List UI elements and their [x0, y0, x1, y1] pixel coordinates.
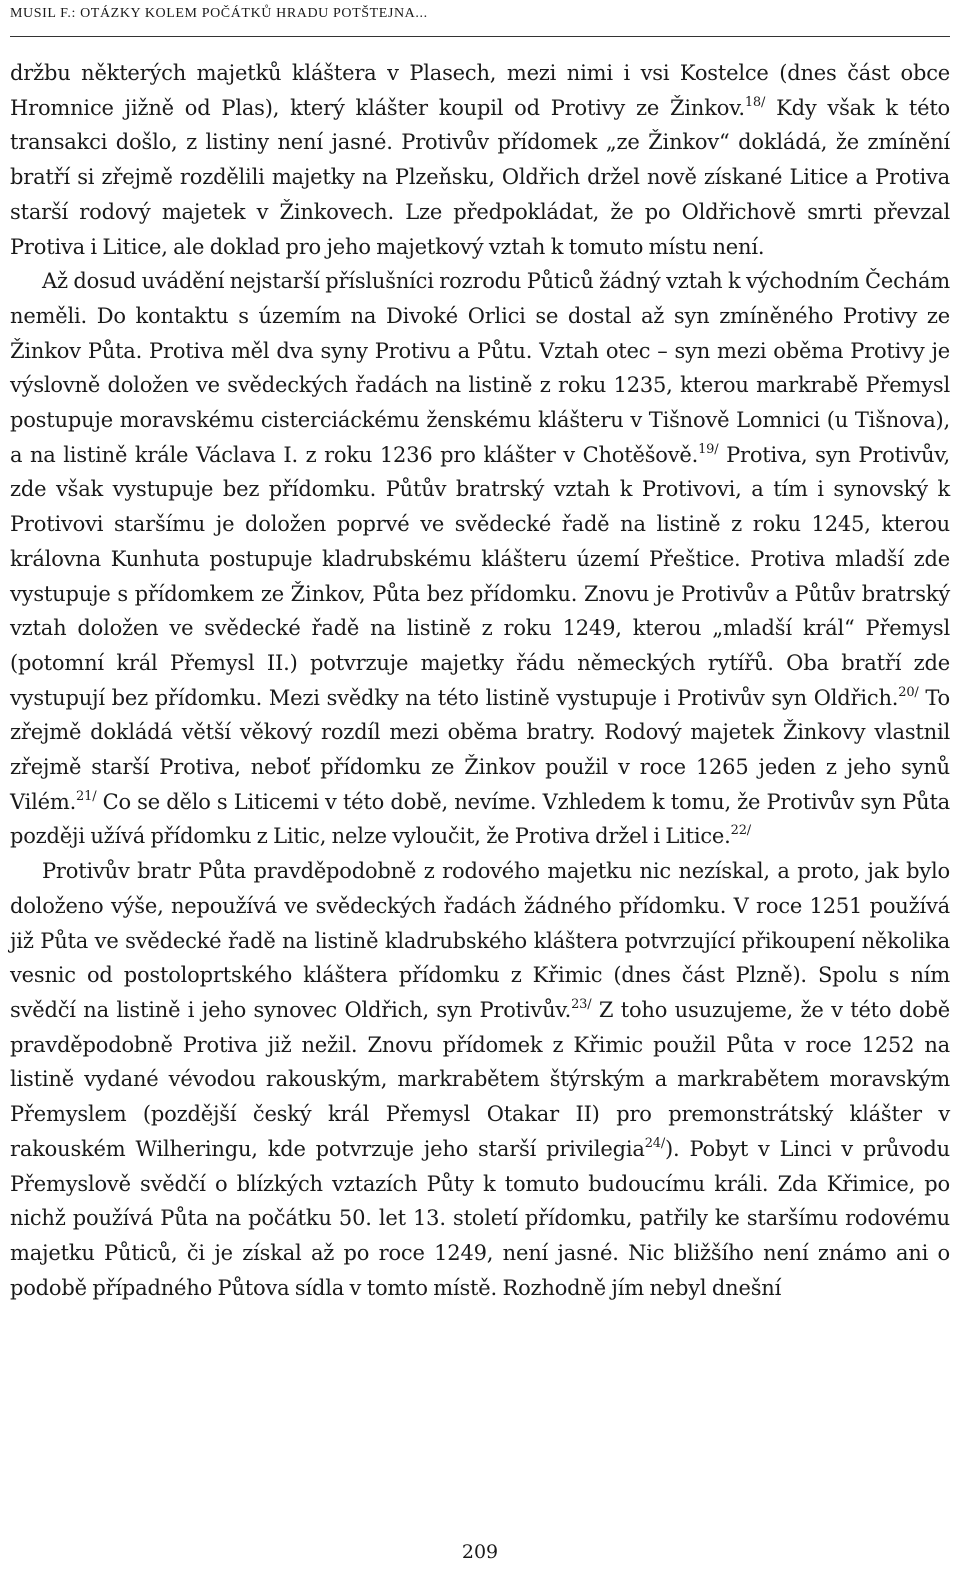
- footnote-ref: 19/: [698, 441, 719, 457]
- text-run: ). Pobyt v Linci v průvodu Přemyslově svědčí o blízkých vztazích Půty k tomuto budoucímu králi. Zda Křimice, po nichž používá Půta na počátku 50. let 13. století přídomku, patřily ke staršímu rodovému majetku Půticů, či je získal až po roce 1249, není jasné. Nic bližšího není známo ani o podobě případného Půtova sídla v tomto místě. Rozhodně jím nebyl dnešní: [10, 1136, 951, 1300]
- body-text: [10, 56, 950, 1305]
- footnote-ref: 22/: [730, 823, 751, 839]
- footnote-ref: 21/: [76, 788, 97, 804]
- text-run: To zřejmě dokládá větší věkový rozdíl mezi oběma bratry. Rodový majetek Žinkovy vlastnil zřejmě starší Protiva, neboť přídomku ze Žinkov použil v roce 1265 jeden z jeho synů Vilém.: [10, 685, 950, 814]
- text-run: držbu některých majetků kláštera v Plasech, mezi nimi i vsi Kostelce (dnes část obce Hromnice jižně od Plas), který klášter koupil od Protivy ze Žinkov.: [10, 61, 950, 120]
- text-run: Kdy však k této transakci došlo, z listiny není jasné. Protivův přídomek „ze Žinkov“ dokládá, že zmínění bratří si zřejmě rozdělili majetky na Plzeňsku, Oldřich držel nově získané Litice a Protiva starší rodový majetek v Žinkovech. Lze předpokládat, že po Oldřichově smrti převzal Protiva i Litice, ale doklad pro jeho majetkový vztah k tomuto místu není.: [10, 95, 950, 259]
- header-rule: [10, 36, 950, 37]
- text-run: Protivův bratr Půta pravděpodobně z rodového majetku nic nezískal, a proto, jak bylo doloženo výše, nepoužívá ve svědeckých řadách žádného přídomku. V roce 1251 používá již Půta ve svědecké řadě na listině kladrubského kláštera potvrzující přikoupení několika vesnic od postoloprtského kláštera přídomku z Křimic (dnes část Plzně). Spolu s ním svědčí na listině i jeho synovec Oldřich, syn Protivův.: [10, 859, 950, 1022]
- footnote-ref: 23/: [571, 996, 592, 1012]
- page-number: 209: [461, 1541, 499, 1563]
- footnote-ref: 18/: [744, 94, 766, 110]
- text-run: Z toho usuzujeme, že v této době pravděpodobně Protiva již nežil. Znovu přídomek z Křimic použil Půta v roce 1252 na listině vydané vévodou rakouským, markrabětem štýrským a markrabětem moravským Přemyslem (pozdější český král Přemysl Otakar II) pro premonstrátský klášter v rakouském Wilheringu, kde potvrzuje jeho starší privilegia: [10, 997, 950, 1161]
- running-header: MUSIL F.: OTÁZKY KOLEM POČÁTKŮ HRADU POTŠTEJNA...: [10, 6, 428, 21]
- paragraph: [10, 854, 950, 1305]
- paragraph: [10, 264, 950, 854]
- text-run: Protiva, syn Protivův, zde však vystupuje bez přídomku. Půtův bratrský vztah k Protivovi, a tím i synovský k Protivovi staršímu je doložen poprvé ve svědecké řadě na listině z roku 1245, kterou královna Kunhuta postupuje kladrubskému klášteru území Přeštice. Protiva mladší zde vystupuje s přídomkem ze Žinkov, Půta bez přídomku. Znovu je Protivův a Půtův bratrský vztah doložen ve svědecké řadě na listině z roku 1249, kterou „mladší král“ Přemysl (potomní král Přemysl II.) potvrzuje majetky řádu německých rytířů. Oba bratří zde vystupují bez přídomku. Mezi svědky na této listině vystupuje i Protivův syn Oldřich.: [10, 442, 950, 710]
- footnote-ref: 20/: [898, 684, 919, 700]
- text-run: Co se dělo s Liticemi v této době, nevíme. Vzhledem k tomu, že Protivův syn Půta později užívá přídomku z Litic, nelze vyloučit, že Protiva držel i Litice.: [10, 789, 950, 849]
- paragraph: [10, 56, 950, 264]
- footnote-ref: 24/: [644, 1135, 666, 1151]
- text-run: Až dosud uvádění nejstarší příslušníci rozrodu Půticů žádný vztah k východním Čechám neměli. Do kontaktu s územím na Divoké Orlici se dostal až syn zmíněného Protivy ze Žinkov Půta. Protiva měl dva syny Protivu a Půtu. Vztah otec – syn mezi oběma Protivy je výslovně doložen ve svědeckých řadách na listině z roku 1235, kterou markrabě Přemysl postupuje moravskému cisterciáckému ženskému klášteru v Tišnově Lomnici (u Tišnova), a na listině krále Václava I. z roku 1236 pro klášter v Chotěšově.: [10, 269, 950, 467]
